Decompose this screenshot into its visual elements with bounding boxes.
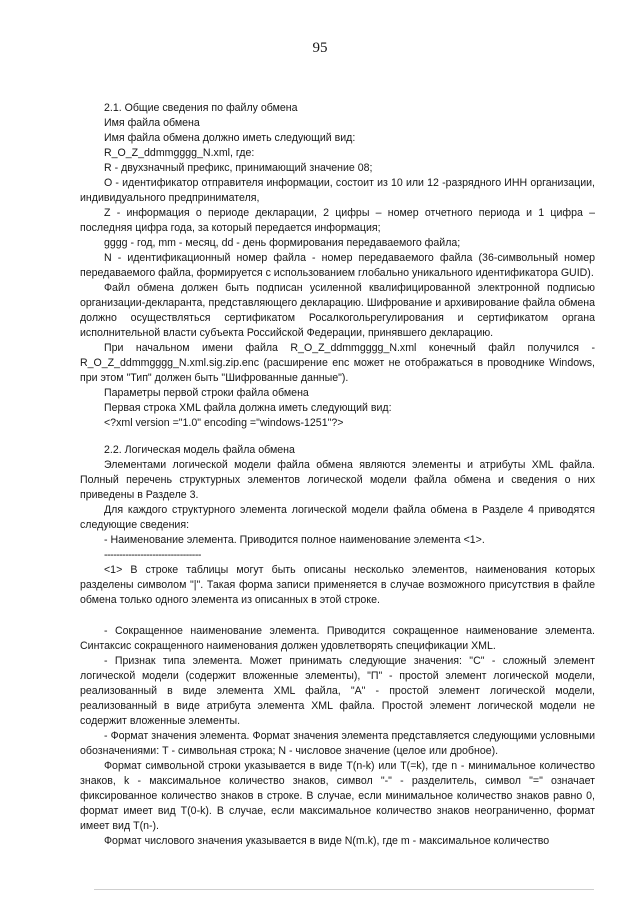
paragraph-prefix-r: R - двухзначный префикс, принимающий значение 08; [104,162,373,174]
paragraph-for-each-element: Для каждого структурного элемента логической модели файла обмена в Разделе 4 приводятся следующие сведения: [80,504,595,531]
paragraph-type-flag: - Признак типа элемента. Может принимать следующие значения: "С" - сложный элемент логической модели (содержит вложенные элементы), "П" - простой элемент логической модели, реализованный в виде элемента XML файла, "А" - простой элемент логической модели, реализованный в виде атрибута элемента XML файла. Простой элемент логической модели не содержит вложенные элементы. [80,655,595,727]
paragraph-logical-elements: Элементами логической модели файла обмена являются элементы и атрибуты XML файла. Полный перечень структурных элементов логической модели файла обмена и сведения о них приведены в Разделе 3. [80,459,595,501]
paragraph-sender-o: O - идентификатор отправителя информации, состоит из 10 или 12 -разрядного ИНН организации, индивидуального предпринимателя, [80,177,595,204]
footnote-spacer [80,608,595,624]
paragraph-filename-pattern: R_O_Z_ddmmgggg_N.xml, где: [104,147,255,159]
paragraph-date-gggg: gggg - год, mm - месяц, dd - день формирования передаваемого файла; [104,237,461,249]
paragraph-item-name: - Наименование элемента. Приводится полное наименование элемента <1>. [104,534,485,546]
paragraph-signature: Файл обмена должен быть подписан усиленной квалифицированной электронной подписью организации-декларанта, представляющего декларацию. Шифрование и архивирование файла обмена должно осуществляться сертификатом Росалкогольрегулирования и сертификатом органа исполнительной власти субъекта Российской Федерации, принявшего декларацию. [80,282,595,339]
footnote-1: <1> В строке таблицы могут быть описаны несколько элементов, наименования которых разделены символом "|". Такая форма записи применяется в случае возможного присутствия в файле обмена только одного элемента из описанных в этой строке. [80,564,595,606]
paragraph-file-id-n: N - идентификационный номер файла - номер передаваемого файла (36-символьный номер передаваемого файла, формируется с использованием глобально уникального идентификатора GUID). [80,252,595,279]
paragraph-string-format: Формат символьной строки указывается в виде T(n-k) или T(=k), где n - минимальное количество знаков, k - максимальное количество знаков, символ "-" - разделитель, символ "=" означает фиксированное количество знаков в строке. В случае, если минимальное количество знаков равно 0, формат имеет вид T(0-k). В случае, если максимальное количество знаков неограниченно, формат имеет вид T(n-). [80,760,595,832]
footnote-separator: -------------------------------- [104,549,201,561]
subheading-file-name: Имя файла обмена [104,117,200,129]
subheading-first-line: Параметры первой строки файла обмена [104,387,309,399]
paragraph-name-format: Имя файла обмена должно иметь следующий вид: [104,132,356,144]
paragraph-number-format: Формат числового значения указывается в виде N(m.k), где m - максимальное количество [104,835,550,847]
page-body [80,101,595,849]
section-heading-2-2: 2.2. Логическая модель файла обмена [104,444,295,456]
paragraph-final-filename: При начальном имени файла R_O_Z_ddmmgggg_N.xml конечный файл получился - R_O_Z_ddmmgggg_N.xml.sig.zip.enc (расширение enc может не отображаться в проводнике Windows, при этом "Тип" должен быть "Шифрованные данные"). [80,342,595,384]
paragraph-period-z: Z - информация о периоде декларации, 2 цифры – номер отчетного периода и 1 цифра – последняя цифра года, за который передается информация; [80,207,595,234]
page-bottom-edge [94,889,594,890]
paragraph-xml-declaration: <?xml version ="1.0" encoding ="windows-1251"?> [104,417,344,429]
section-spacer [80,431,595,443]
paragraph-short-name: - Сокращенное наименование элемента. Приводится сокращенное наименование элемента. Синтаксис сокращенного наименования должен удовлетворять спецификации XML. [80,625,595,652]
paragraph-value-format: - Формат значения элемента. Формат значения элемента представляется следующими условными обозначениями: Т - символьная строка; N - числовое значение (целое или дробное). [80,730,595,757]
section-heading-2-1: 2.1. Общие сведения по файлу обмена [104,102,298,114]
page-number: 95 [312,40,328,56]
paragraph-first-line: Первая строка XML файла должна иметь следующий вид: [104,402,392,414]
